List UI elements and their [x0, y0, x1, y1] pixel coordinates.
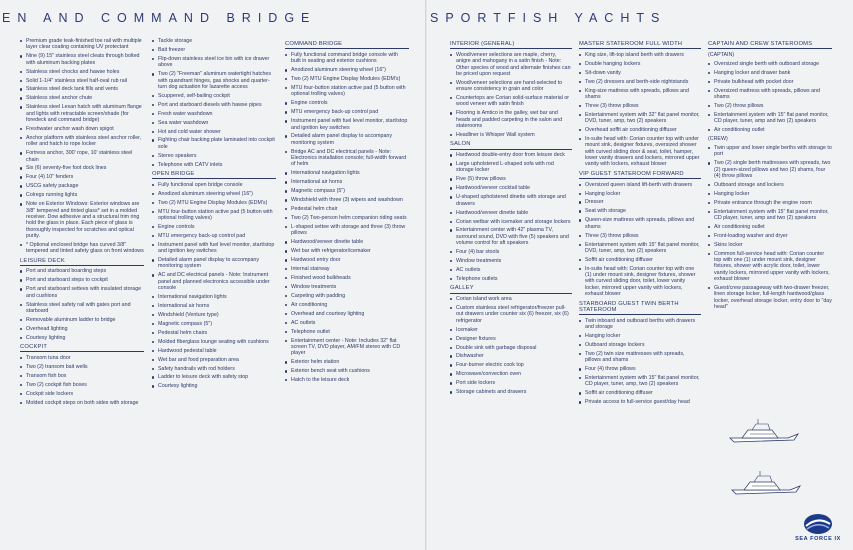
spec-list: [450, 296, 572, 395]
spec-item: International air horns: [285, 179, 409, 185]
spec-item: Window treatments: [450, 258, 572, 264]
spec-item: Finished wood bulkheads: [285, 275, 409, 281]
spec-column-1: [20, 38, 144, 409]
spec-item: Headliner is Whisper Wall system: [450, 132, 572, 138]
spec-item: Entertainment system with 15" flat panel monitor, CD player, tuner, amp and two (2) speakers: [708, 112, 832, 125]
spec-item: Flooring is Amtico in the galley, wet bar and heads and padded carpeting in the salon and staterooms: [450, 110, 572, 129]
brand-logo-icon: [790, 512, 846, 536]
spec-item: Hot and cold water shower: [152, 129, 276, 135]
spec-item: International navigation lights: [285, 170, 409, 176]
spec-item: Two (2) Two-person helm companion riding seats: [285, 215, 409, 221]
spec-item: Two (2) MTU Engine Display Modules (EDM's): [152, 200, 276, 206]
spec-item: Wet bar and food preparation area: [152, 357, 276, 363]
spec-item: Window treatments: [285, 284, 409, 290]
spec-item: Courtesy lighting: [152, 383, 276, 389]
spec-column-2: [152, 38, 276, 393]
spec-item: Hardwood double-entry door from leisure deck: [450, 152, 572, 158]
spec-column-5: [579, 38, 701, 409]
spec-item: Outboard storage lockers: [579, 342, 701, 348]
spec-section: [450, 285, 572, 395]
spec-item: Internal stairway: [285, 266, 409, 272]
spec-item: Entertainment center with 42" plasma TV, surround sound, DVD with five (5) speakers and volume control for aft speakers: [450, 227, 572, 246]
spec-item: MTU emergency back-up control pad: [152, 233, 276, 239]
spec-item: Storage cabinets and drawers: [450, 389, 572, 395]
spec-list: [579, 182, 701, 298]
spec-section: [579, 41, 701, 168]
spec-item: AC outlets: [285, 320, 409, 326]
spec-item: Double hanging lockers: [579, 61, 701, 67]
spec-section: [20, 258, 144, 342]
spec-item: MTU four-button station active pad (5 button with optional trolling valves): [285, 85, 409, 98]
spec-item: Oversized single berth with outboard storage: [708, 61, 832, 67]
spec-item: Two (2) "Freeman" aluminum watertight hatches with quandrant hinges, gas shocks and quarter-turn dog actuation for lazarette access: [152, 71, 276, 90]
spec-item: Pedestal helm chair: [285, 206, 409, 212]
spec-item: International navigation lights: [152, 294, 276, 300]
spec-item: Private bulkhead with pocket door: [708, 79, 832, 85]
spec-item: Engine controls: [152, 224, 276, 230]
spec-item: Exterior helm station: [285, 359, 409, 365]
spec-item: USCG safety package: [20, 183, 144, 189]
spec-item: Stainless steel chocks and hawse holes: [20, 69, 144, 75]
spec-item: Front-loading washer and dryer: [708, 233, 832, 239]
section-heading: STARBOARD GUEST TWIN BERTH STATEROOM: [579, 301, 701, 316]
spec-section: [579, 171, 701, 298]
spec-item: Port and starboard settees with insulated storage and cushions: [20, 286, 144, 299]
spec-item: Entertainment center - Note: Includes 32" flat screen TV, DVD player, AM/FM stereo with CD player: [285, 338, 409, 357]
spec-item: Oversized mattress with spreads, pillows and shams: [708, 88, 832, 101]
spec-item: Cockpit side lockers: [20, 391, 144, 397]
spec-item: Port and starboard boarding steps: [20, 268, 144, 274]
spec-item: Freshwater anchor wash down spigot: [20, 126, 144, 132]
spec-section: [579, 301, 701, 406]
spec-item: Bait freezer: [152, 47, 276, 53]
spec-item: Nine (9) 15" stainless steel cleats through bolted with aluminum backing plates: [20, 53, 144, 66]
spec-item: Air conditioning outlet: [708, 224, 832, 230]
spec-item: Anodized aluminum steering wheel (16"): [152, 191, 276, 197]
spec-item: Twin upper and lower single berths with storage to port: [708, 145, 832, 158]
spec-item: (CREW): [708, 136, 728, 143]
spec-item: Stainless steel safety rail with gates port and starboard: [20, 302, 144, 315]
spec-item: Removable aluminum ladder to bridge: [20, 317, 144, 323]
spec-item: In-suite head with: Corian counter top with one (1) under mount sink, designer fixtures, shower with curved sliding door, toilet, lower vanity locker, mirrored upper vanity with lockers, exhaust blower: [579, 266, 701, 298]
spec-item: AC and DC electrical panels - Note: Instrument panel and planned electronics accessible under console: [152, 272, 276, 291]
spec-item: Carpeting with padding: [285, 293, 409, 299]
spec-item: Four-burner electric cook top: [450, 362, 572, 368]
spec-item: Fresh water washdown: [152, 111, 276, 117]
spec-item: Twin inboard and outboard berths with drawers and storage: [579, 318, 701, 331]
spec-item: Note on Exterior Windows: Exterior windows are 3/8" tempered and tinted glass* set in a molded receiver. Dow adhesive and a structural trim ring hold the glass in place. Each piece of glass is thoroughly inspected for scratches and optical purity.: [20, 201, 144, 239]
spec-item: Fortress anchor, 300' rope, 10' stainless steel chain: [20, 150, 144, 163]
yacht-illustration-bottom: [730, 470, 802, 498]
spec-item: Port and starboard diesels with hawse pipes: [152, 102, 276, 108]
spec-item: Seat with storage: [579, 208, 701, 214]
spec-item: Large upholstered L-shaped sofa with rod storage locker: [450, 161, 572, 174]
spec-item: Custom stainless steel refrigerator/freezer pull-out drawers under counter six (6) freezer, six (6) refrigerator: [450, 305, 572, 324]
spec-column-6: [708, 38, 832, 313]
spec-section: [450, 41, 572, 138]
spec-item: Exterior bench seat with cushions: [285, 368, 409, 374]
spec-item: Oversized queen island lift-berth with drawers: [579, 182, 701, 188]
spec-item: Guest/crew passageway with two-drawer freezer, linen storage locker, full-length hardwood/glass locker, overhead storage locker, entry door to "day head": [708, 285, 832, 310]
spec-item: Corian island work area: [450, 296, 572, 302]
spec-item: Windshield (Venture type): [152, 312, 276, 318]
spec-item: Solid 1-1/4" stainless steel half-oval rub rail: [20, 78, 144, 84]
spec-item: Port side lockers: [450, 380, 572, 386]
spec-item: Soffit air conditioning diffuser: [579, 257, 701, 263]
brand-logo: [790, 512, 846, 548]
spec-item: Two (2) cockpit fish boxes: [20, 382, 144, 388]
spec-item: Overhead soffit air conditioning diffuser: [579, 127, 701, 133]
spec-item: Private access to full-service guest/day head: [579, 399, 701, 405]
spec-list: [285, 52, 409, 384]
spec-item: Common full-service head with: Corian counter top with one (1) under mount sink, designer fixtures, shower with acrylic door, toilet, lower vanity lockers, mirrored upper vanity with lockers, exhaust blower: [708, 251, 832, 283]
spec-item: Hanging locker: [579, 333, 701, 339]
spec-item: Entertainment system with 32" flat panel monitor, DVD, tuner, amp, two (2) speakers: [579, 112, 701, 125]
spec-item: Overhead and courtesy lighting: [285, 311, 409, 317]
spec-item: Dishwasher: [450, 353, 572, 359]
section-heading: GALLEY: [450, 285, 572, 293]
spec-item: Hanging locker: [708, 191, 832, 197]
spec-item: Telephone with CATV inlets: [152, 162, 276, 168]
spec-item: Outboard storage and lockers: [708, 182, 832, 188]
spec-item: Icemaker: [450, 327, 572, 333]
spec-item: Four (4) throw pillows: [579, 366, 701, 372]
spec-item: MTU four-button station active pad (5 button with optional trolling valves): [152, 209, 276, 222]
spec-item: Two (2) single berth mattresses with spreads, two (2) queen-sized pillows and two (2) shams, four (4) throw pillows: [708, 160, 832, 179]
spec-item: Fully functional open bridge console: [152, 182, 276, 188]
spec-item: Hatch to the leisure deck: [285, 377, 409, 383]
page-spine: [425, 0, 427, 550]
spec-item: Three (3) throw pillows: [579, 233, 701, 239]
spec-item: Two (2) twin size mattresses with spreads, pillows and shams: [579, 351, 701, 364]
spec-item: Molded fiberglass lounge seating with cushions: [152, 339, 276, 345]
spec-item: (CAPTAIN): [708, 51, 735, 58]
spec-item: Port and starboard steps to cockpit: [20, 277, 144, 283]
section-heading: COMMAND BRIDGE: [285, 41, 409, 49]
spec-item: Detailed alarm panel display to accompany monitoring system: [152, 257, 276, 270]
spec-item: Countertops are Corian solid-surface material or wood veneer with satin finish: [450, 95, 572, 108]
spec-item: Magnetic compass (5"): [285, 188, 409, 194]
spec-item: Pedestal helm chairs: [152, 330, 276, 336]
section-heading: OPEN BRIDGE: [152, 171, 276, 179]
spec-item: Queen-size mattress with spreads, pillows and shams: [579, 217, 701, 230]
spec-item: Transom fish box: [20, 373, 144, 379]
spec-item: Two (2) throw pillows: [708, 103, 832, 109]
spec-item: Sit-down vanity: [579, 70, 701, 76]
spec-item: Telephone outlets: [450, 276, 572, 282]
spec-item: Flip-down stainless steel ice bin with ice drawer above: [152, 56, 276, 69]
section-heading: CAPTAIN AND CREW STATEROOMS: [708, 41, 832, 49]
spec-list: [20, 355, 144, 406]
spec-list: [579, 52, 701, 168]
spec-item: Double sink with garbage disposal: [450, 345, 572, 351]
spec-item: Hanging locker and drawer bank: [708, 70, 832, 76]
spec-item: Anchor platform with stainless steel anchor roller, roller and hatch to rope locker: [20, 135, 144, 148]
spec-item: King-size mattress with spreads, pillows and shams: [579, 88, 701, 101]
spec-item: Skins locker: [708, 242, 832, 248]
spec-item: International air horns: [152, 303, 276, 309]
spec-item: Wet bar with refrigerator/icemaker: [285, 248, 409, 254]
spec-item: Colregs running lights: [20, 192, 144, 198]
spec-item: MTU emergency back-up control pad: [285, 109, 409, 115]
spec-section: [285, 41, 409, 383]
spec-item: Telephone outlet: [285, 329, 409, 335]
spec-item: Four (4) 10" fenders: [20, 174, 144, 180]
section-heading: VIP GUEST STATEROOM FORWARD: [579, 171, 701, 179]
spec-section: [708, 41, 832, 310]
spec-item: Air conditioning outlet: [708, 127, 832, 133]
spec-item: Fighting chair backing plate laminated into cockpit sole: [152, 137, 276, 150]
spec-item: In-suite head with: Corian counter top with under mount sink, designer fixtures, oversized shower with curved sliding door & seat, toilet, hamper, lower vanity drawers and lockers, mirrored upper vanity with lockers, exhaust blower: [579, 136, 701, 168]
spec-column-3: [285, 38, 409, 386]
spec-item: Overhead lighting: [20, 326, 144, 332]
spec-item: Wood/veneer selections are hand-selected to ensure consistency in grain and color: [450, 80, 572, 93]
spec-item: AC outlets: [450, 267, 572, 273]
spec-item: Entertainment system with 15" flat panel monitor, DVD, tuner, amp, two (2) speakers: [579, 242, 701, 255]
spec-item: Dresser: [579, 199, 701, 205]
spec-item: Anodized aluminum steering wheel (16"): [285, 67, 409, 73]
spec-item: Wood/veneer selections are maple, cherry, anigre and mahogany in a satin finish - Note: Other species of wood and alternate finishes can be priced upon request: [450, 52, 572, 77]
brand-logo-text: SEA FORCE IX: [795, 536, 841, 542]
spec-list: [152, 182, 276, 390]
spec-item: Hardwood/veneer dinette table: [450, 210, 572, 216]
section-heading: COCKPIT: [20, 344, 144, 352]
spec-item: Hanging locker: [579, 191, 701, 197]
section-heading: INTERIOR (GENERAL): [450, 41, 572, 49]
spec-item: Tackle storage: [152, 38, 276, 44]
spec-item: Transom tuna door: [20, 355, 144, 361]
spec-item: Instrument panel with fuel level monitor, start/stop and ignition key switches: [152, 242, 276, 255]
spec-item: Two (2) transom bait wells: [20, 364, 144, 370]
spec-item: Hardwood/veneer dinette table: [285, 239, 409, 245]
spec-section: [152, 171, 276, 390]
spec-item: Private entrance through the engine room: [708, 200, 832, 206]
spec-item: Bridge AC and DC electrical panels - Note: Electronics installation console; full-width forward of helm: [285, 149, 409, 168]
spec-item: Detailed alarm panel display to accompany monitoring system: [285, 133, 409, 146]
spec-item: Safety handrails with rod holders: [152, 366, 276, 372]
spec-item: Sea water washdown: [152, 120, 276, 126]
spec-item: Windshield with three (3) wipers and washdown: [285, 197, 409, 203]
spec-item: Four (4) bar stools: [450, 249, 572, 255]
spec-item: Two (2) dressers and berth-side nightstands: [579, 79, 701, 85]
section-heading: MASTER STATEROOM FULL WIDTH: [579, 41, 701, 49]
spec-item: Two (2) MTU Engine Display Modules (EDM's): [285, 76, 409, 82]
spec-item: Three (3) throw pillows: [579, 103, 701, 109]
spec-item: Five (5) throw pillows: [450, 176, 572, 182]
spec-item: U-shaped upholstered dinette with storage and drawers: [450, 194, 572, 207]
yacht-illustration-top: [728, 418, 800, 446]
spec-item: Scuppered, self-bailing cockpit: [152, 93, 276, 99]
spec-list: [20, 38, 144, 255]
spec-item: Molded cockpit steps on both sides with storage: [20, 400, 144, 406]
spec-item: Instrument panel with fuel level monitor, start/stop and ignition key switches: [285, 118, 409, 131]
spec-item: Corian wetbar with icemaker and storage lockers: [450, 219, 572, 225]
spec-section: [20, 344, 144, 406]
spec-column-4: [450, 38, 572, 399]
spec-item: Six (6) seventy-five foot dock lines: [20, 165, 144, 171]
spec-item: Ladder to leisure deck with safety stop: [152, 374, 276, 380]
spec-item: Hardwood pedestal table: [152, 348, 276, 354]
section-heading: SALON: [450, 141, 572, 149]
spec-item: Soffit air conditioning diffuser: [579, 390, 701, 396]
spec-item: Entertainment system with 15" flat panel monitor, CD player, tuner, amp, two (2) speakers: [579, 375, 701, 388]
spec-item: Air conditioning: [285, 302, 409, 308]
spec-item: Stainless steel anchor chute: [20, 95, 144, 101]
spec-item: Hardwood/veneer cocktail table: [450, 185, 572, 191]
spec-list: [20, 268, 144, 341]
spec-list: [450, 152, 572, 282]
spec-item: * Optional enclosed bridge has curved 3/8" tempered and tinted safety glass on front windows: [20, 242, 144, 255]
spec-item: Courtesy lighting: [20, 335, 144, 341]
spec-item: Stereo speakers: [152, 153, 276, 159]
spec-item: L-shaped settee with storage and three (3) throw pillows: [285, 224, 409, 237]
spec-item: Stainless steel Lexan hatch with aluminum flange and lights with retractable screen/shade (for foredeck and command bridge): [20, 104, 144, 123]
spec-section: [20, 38, 144, 255]
spec-section: [152, 38, 276, 168]
spec-item: Designer fixtures: [450, 336, 572, 342]
spec-section: [450, 141, 572, 282]
spec-item: Fully functional command bridge console with built in seating and exterior cushions: [285, 52, 409, 65]
page-title-left: EN AND COMMAND BRIDGE: [2, 11, 317, 25]
spec-item: Premium grade teak-finished toe rail with multiple layer clear coating containing UV protectant: [20, 38, 144, 51]
spec-item: Stainless steel deck tank fills and vents: [20, 86, 144, 92]
spec-item: Microwave/convection oven: [450, 371, 572, 377]
spec-item: Entertainment system with 15" flat panel monitor, CD player, tuner, amp and two (2) speakers: [708, 209, 832, 222]
spec-list: [450, 52, 572, 139]
spec-item: Engine controls: [285, 100, 409, 106]
spec-item: Magnetic compass (5"): [152, 321, 276, 327]
section-heading: LEISURE DECK: [20, 258, 144, 266]
spec-item: King size, lift-top island berth with drawers: [579, 52, 701, 58]
spec-list: [152, 38, 276, 168]
page-title-right: SPORTFISH YACHTS: [430, 11, 667, 25]
spec-item: Hardwood entry door: [285, 257, 409, 263]
spec-list: [579, 318, 701, 406]
spec-list: [708, 52, 832, 311]
